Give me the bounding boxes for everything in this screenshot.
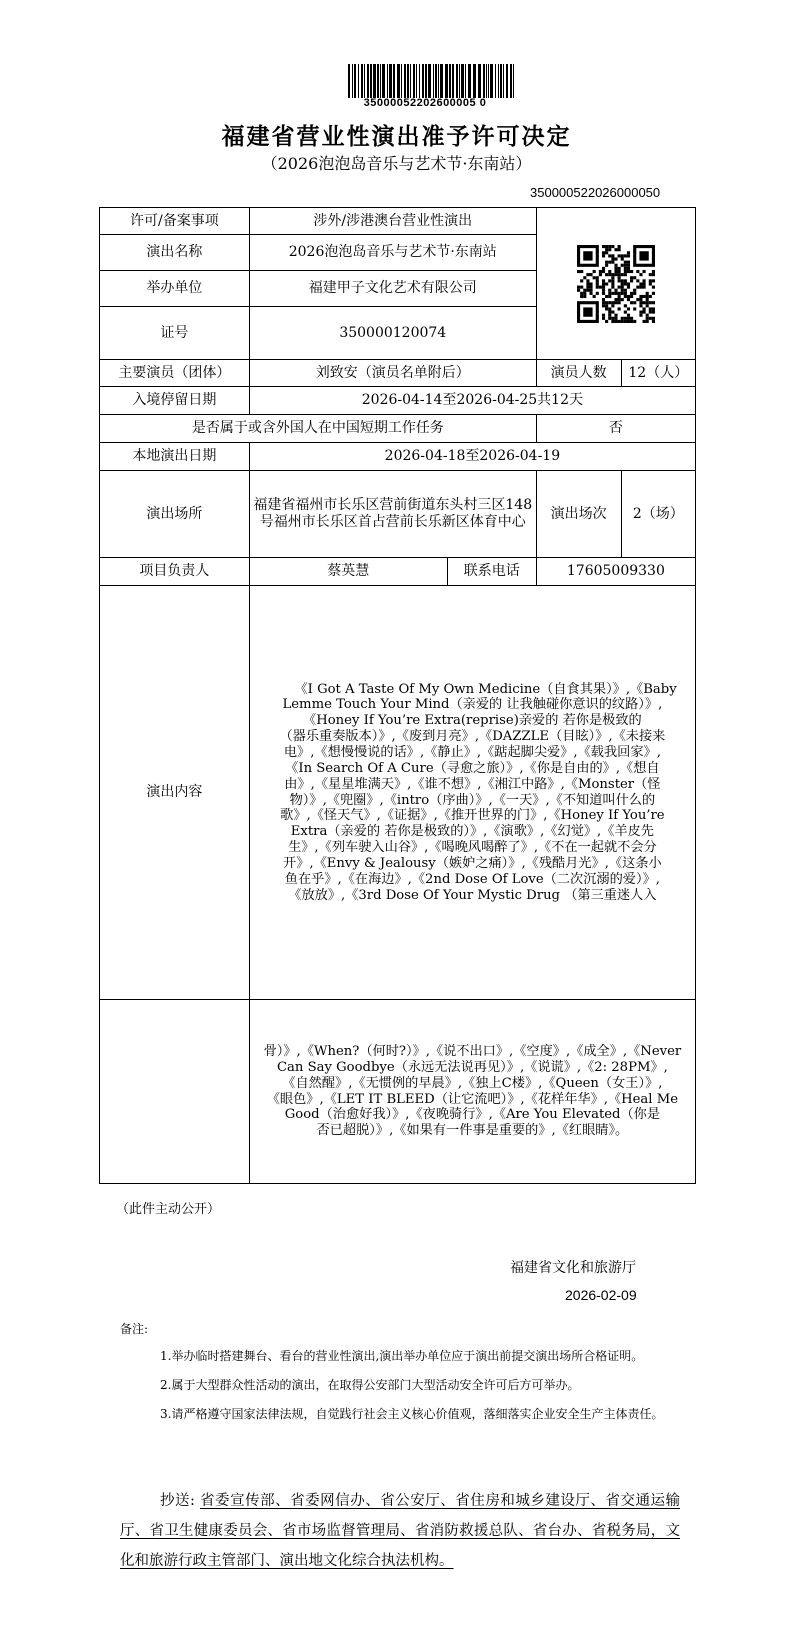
label-foreign-work: 是否属于或含外国人在中国短期工作任务 (100, 415, 537, 443)
content-line: 《眼色》,《LET IT BLEED（让它流吧）》,《花样年华》,《Heal Me (266, 1091, 679, 1107)
content-line: 生》,《列车驶入山谷》,《喝晚风喝醉了》,《不在一起就不会分 (288, 840, 657, 856)
value-phone: 17605009330 (536, 558, 695, 586)
content-line: 否已超脱）》,《如果有一件事是重要的》,《红眼睛》。 (316, 1123, 629, 1139)
value-show-name: 2026泡泡岛音乐与艺术节·东南站 (249, 235, 536, 271)
content-line: 《In Search Of A Cure（寻愈之旅）》,《你是自由的》,《想自 (285, 760, 660, 776)
content-line: 由》,《星星堆满天》,《谁不想》,《湘江中路》,《Monster（怪 (284, 776, 661, 792)
cc-list: 省委宣传部、省委网信办、省公安厅、省住房和城乡建设厅、省交通运输厅、省卫生健康委员会、省市场监督管理局、省消防救援总队、省台办、省税务局，文化和旅游行政主管部门、演出地文化综合执法机构。 (120, 1493, 680, 1569)
value-content (249, 586, 695, 1000)
content-line: （器乐重奏版本）》,《废到月亮》,《DAZZLE（目眩）》,《未接来 (279, 729, 666, 745)
qr-code-cell (536, 208, 695, 360)
label-manager: 项目负责人 (100, 558, 250, 586)
content-line: 电》,《想慢慢说的话》,《静止》,《踮起脚尖爱》,《载我回家》, (283, 744, 661, 760)
value-local-dates: 2026-04-18至2026-04-19 (249, 443, 695, 471)
content-line: 骨）》,《When?（何时?）》,《说不出口》,《空度》,《成全》,《Never (263, 1043, 682, 1059)
value-foreign-work: 否 (536, 415, 695, 443)
content-line: 《Honey If You’re Extra(reprise)亲爱的 若你是极致的 (303, 713, 642, 729)
label-content: 演出内容 (100, 586, 250, 1000)
label-main-performer: 主要演员（团体） (100, 360, 250, 387)
document-subtitle: （2026泡泡岛音乐与艺术节·东南站） (261, 154, 532, 173)
value-cert-no: 350000120074 (249, 307, 536, 360)
label-show-name: 演出名称 (100, 235, 250, 271)
document-number: 350000522026000050 (530, 185, 661, 200)
issue-date: 2026-02-09 (565, 1287, 637, 1303)
value-venue: 福建省福州市长乐区营前街道东头村三区148号福州市长乐区首占营前长乐新区体育中心 (249, 471, 536, 558)
label-permit-type: 许可/备案事项 (100, 208, 250, 235)
content-continued-label-cell (100, 1000, 250, 1184)
value-main-performer: 刘致安（演员名单附后） (249, 360, 536, 387)
issuer: 福建省文化和旅游厅 (510, 1260, 636, 1276)
label-performer-count: 演员人数 (536, 360, 621, 387)
value-sessions: 2（场） (621, 471, 695, 558)
public-note: （此件主动公开） (116, 1202, 221, 1217)
label-local-dates: 本地演出日期 (100, 443, 250, 471)
remark-title: 备注: (120, 1322, 149, 1336)
label-cert-no: 证号 (100, 307, 250, 360)
content-line: 《I Got A Taste Of My Own Medicine（自食其果）》,《Baby (294, 681, 677, 697)
label-sessions: 演出场次 (536, 471, 621, 558)
value-stay-dates: 2026-04-14至2026-04-25共12天 (249, 387, 695, 415)
remark-2: 2.属于大型群众性活动的演出，在取得公安部门大型活动安全许可后方可举办。 (160, 1378, 580, 1392)
content-line: 鱼在乎》,《在海边》,《2nd Dose Of Love（二次沉溺的爱）》, (284, 871, 660, 887)
content-line: 物）》,《兜圈》,《intro（序曲）》,《一天》,《不知道叫什么的 (289, 792, 656, 808)
content-line: 开》,《Envy & Jealousy（嫉妒之痛）》,《残酷月光》,《这条小 (283, 855, 662, 871)
document-title: 福建省营业性演出准予许可决定 (221, 123, 572, 150)
content-line: Extra（亲爱的 若你是极致的）》,《演歌》,《幻觉》,《羊皮先 (290, 824, 654, 840)
label-venue: 演出场所 (100, 471, 250, 558)
remark-1: 1.举办临时搭建舞台、看台的营业性演出,演出举办单位应于演出前提交演出场所合格证明。 (160, 1349, 644, 1363)
value-manager: 蔡英慧 (249, 558, 447, 586)
content-line: Can Say Goodbye（永远无法说再见）》,《说谎》,《2: 28PM》, (276, 1059, 668, 1075)
label-phone: 联系电话 (447, 558, 536, 586)
cc-label: 抄送: (160, 1493, 195, 1509)
content-line: Lemme Touch Your Mind（亲爱的 让我触碰你意识的纹路）》, (282, 697, 663, 713)
content-line: 《放放》,《3rd Dose Of Your Mystic Drug （第三重迷人入 (288, 887, 657, 903)
content-line: 《自然醒》,《无惯例的早晨》,《独上C楼》,《Queen（女王）》, (282, 1075, 663, 1091)
remark-3: 3.请严格遵守国家法律法规，自觉践行社会主义核心价值观，落细落实企业安全生产主体责任。 (160, 1407, 664, 1421)
content-line: Good（治愈好我）》,《夜晚骑行》,《Are You Elevated（你是 (284, 1107, 661, 1123)
content-line: 歌》,《怪天气》,《证据》,《推开世界的门》,《Honey If You’re (280, 808, 665, 824)
value-content-continued (249, 1000, 695, 1184)
value-organizer: 福建甲子文化艺术有限公司 (249, 271, 536, 307)
value-permit-type: 涉外/涉港澳台营业性演出 (249, 208, 536, 235)
barcode-number: 35000052202600005 0 (363, 97, 487, 109)
label-organizer: 举办单位 (100, 271, 250, 307)
cc-section (120, 1486, 680, 1576)
permit-table (99, 207, 696, 1184)
barcode (348, 64, 516, 98)
qr-code (577, 245, 655, 323)
label-stay-dates: 入境停留日期 (100, 387, 250, 415)
value-performer-count: 12（人） (621, 360, 695, 387)
